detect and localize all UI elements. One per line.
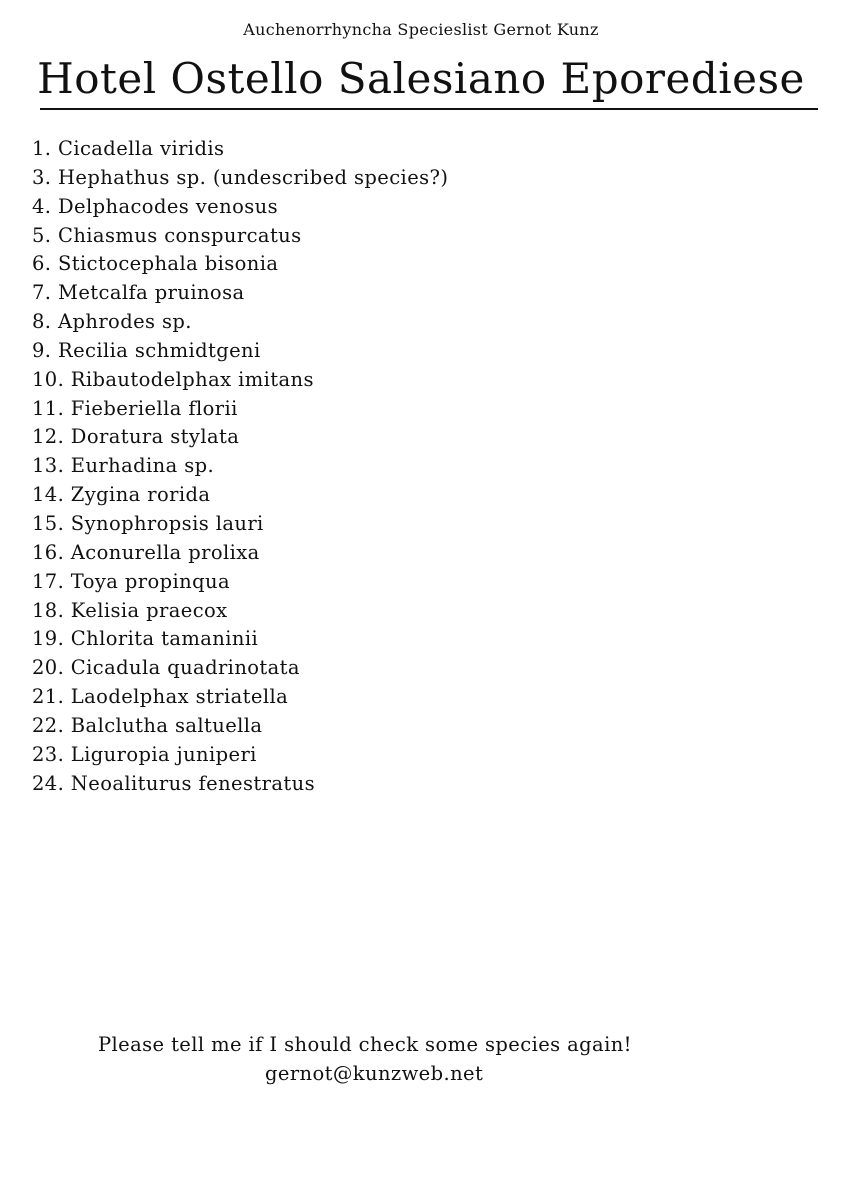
- species-item: 18. Kelisia praecox: [32, 598, 228, 622]
- species-item: 17. Toya propinqua: [32, 569, 230, 593]
- species-item: 13. Eurhadina sp.: [32, 454, 215, 478]
- species-item: 20. Cicadula quadrinotata: [32, 656, 300, 680]
- species-item: 22. Balclutha saltuella: [32, 713, 263, 737]
- species-list: [32, 135, 448, 798]
- title-underline-divider: [40, 108, 818, 110]
- species-item: 7. Metcalfa pruinosa: [32, 281, 245, 305]
- species-item: 16. Aconurella prolixa: [32, 540, 260, 564]
- species-item: 15. Synophropsis lauri: [32, 511, 264, 535]
- species-item: 4. Delphacodes venosus: [32, 194, 278, 218]
- document-subtitle: Auchenorrhyncha Specieslist Gernot Kunz: [243, 20, 599, 39]
- species-item: 3. Hephathus sp. (undescribed species?): [32, 165, 449, 189]
- contact-email[interactable]: gernot@kunzweb.net: [265, 1062, 484, 1085]
- species-item: 1. Cicadella viridis: [32, 137, 225, 160]
- species-item: 8. Aphrodes sp.: [32, 310, 192, 334]
- species-item: 23. Liguropia juniperi: [32, 742, 257, 766]
- species-item: 6. Stictocephala bisonia: [32, 252, 279, 276]
- species-item: 21. Laodelphax striatella: [32, 685, 289, 709]
- footer-note: Please tell me if I should check some species again!: [98, 1033, 632, 1056]
- species-item: 10. Ribautodelphax imitans: [32, 367, 314, 391]
- page-title: Hotel Ostello Salesiano Eporediese: [37, 54, 805, 103]
- species-item: 11. Fieberiella florii: [32, 396, 238, 420]
- species-item: 12. Doratura stylata: [32, 425, 240, 449]
- species-item: 24. Neoaliturus fenestratus: [32, 771, 315, 795]
- species-item: 14. Zygina rorida: [32, 483, 211, 507]
- species-item: 9. Recilia schmidtgeni: [32, 338, 261, 362]
- species-item: 19. Chlorita tamaninii: [32, 627, 259, 651]
- species-item: 5. Chiasmus conspurcatus: [32, 223, 302, 247]
